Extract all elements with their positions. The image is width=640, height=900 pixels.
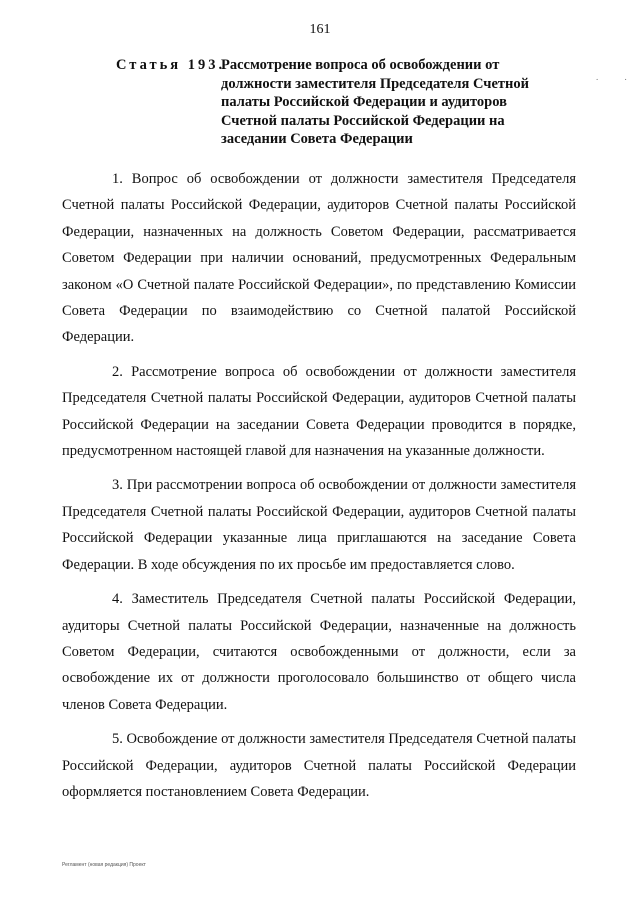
footer-note: Регламент (новая редакция) Проект bbox=[62, 862, 146, 868]
paragraph-2: 2. Рассмотрение вопроса об освобождении от должности заместителя Председателя Счетной палаты Российской Федерации, аудиторов Счетной палаты Российской Федерации на заседании Совета Федерации проводится в порядке, предусмотренном настоящей главой для назначения на указанные должности. bbox=[62, 363, 576, 460]
article-label: Статья 193. bbox=[116, 57, 226, 73]
paragraph-5: 5. Освобождение от должности заместителя Председателя Счетной палаты Российской Федерации, аудиторов Счетной палаты Российской Федерации оформляется постановлением Совета Федерации. bbox=[62, 731, 576, 800]
margin-marks: . . bbox=[596, 72, 639, 82]
article-title: Рассмотрение вопроса об освобождении от должности заместителя Председателя Счетной палаты Российской Федерации и аудиторов Счетной палаты Российской Федерации на заседании Совета Федерации bbox=[221, 57, 529, 147]
article-body bbox=[62, 166, 576, 813]
article-header bbox=[116, 56, 556, 149]
paragraph-3: 3. При рассмотрении вопроса об освобождении от должности заместителя Председателя Счетной палаты Российской Федерации, аудиторов Счетной палаты Российской Федерации указанные лица приглашаются на заседание Совета Федерации. В ходе обсуждения по их просьбе им предоставляется слово. bbox=[62, 477, 576, 573]
paragraph-1: 1. Вопрос об освобождении от должности заместителя Председателя Счетной палаты Российской Федерации, аудиторов Счетной палаты Российской Федерации, назначенных на должность Советом Федерации, рассматривается Советом Федерации при наличии оснований, предусмотренных Федеральным законом «О Счетной палате Российской Федерации», по представлению Комиссии Совета Федерации по взаимодействию со Счетной палатой Российской Федерации. bbox=[62, 171, 576, 346]
paragraph-4: 4. Заместитель Председателя Счетной палаты Российской Федерации, аудиторы Счетной палаты Российской Федерации, назначенные на должность Советом Федерации, считаются освобожденными от должности, если за освобождение их от должности проголосовало большинство от общего числа членов Совета Федерации. bbox=[62, 591, 576, 713]
page-number: 161 bbox=[309, 22, 331, 37]
